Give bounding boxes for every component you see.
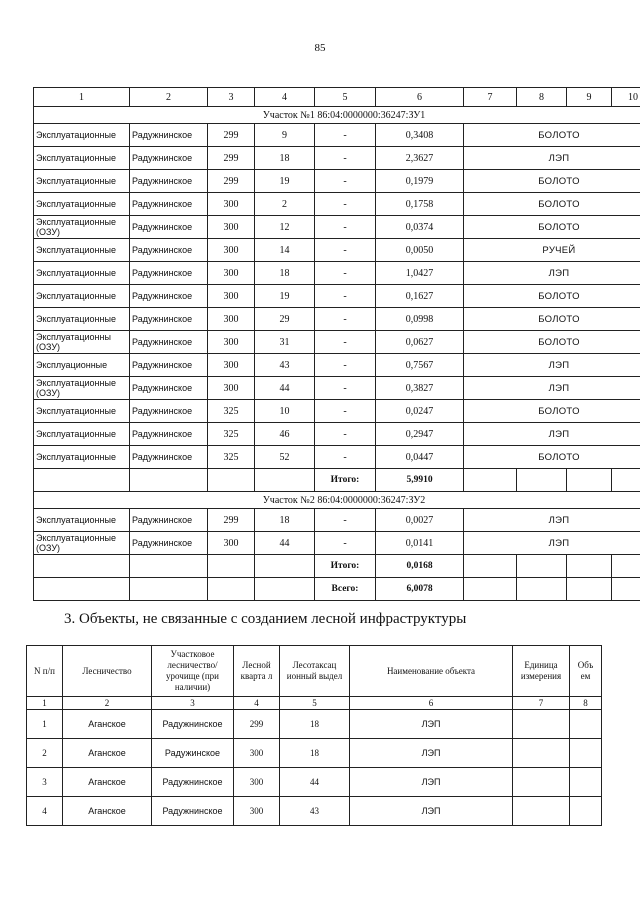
table-row <box>34 124 640 147</box>
column-number: 4 <box>234 697 280 710</box>
table-row <box>34 354 640 377</box>
allotment: 44 <box>280 768 350 797</box>
empty-mark: - <box>315 262 376 285</box>
quarter: 300 <box>208 239 255 262</box>
quarter: 300 <box>234 797 280 826</box>
usage-type: Эксплуатационные <box>34 400 130 423</box>
column-number: 7 <box>513 697 570 710</box>
object-name: БОЛОТО <box>464 285 640 308</box>
empty-cell <box>567 578 612 601</box>
area: 0,0447 <box>376 446 464 469</box>
quarter: 325 <box>208 400 255 423</box>
empty-cell <box>255 555 315 578</box>
area: 2,3627 <box>376 147 464 170</box>
empty-cell <box>34 469 130 492</box>
unit <box>513 768 570 797</box>
area: 0,3827 <box>376 377 464 400</box>
quarter: 300 <box>208 193 255 216</box>
section-3-title: 3. Объекты, не связанные с созданием лесной инфраструктуры <box>64 611 467 627</box>
area: 0,0374 <box>376 216 464 239</box>
district-forestry: Радужнинское <box>130 509 208 532</box>
empty-mark: - <box>315 354 376 377</box>
column-header: Лесотаксац ионный выдел <box>280 646 350 697</box>
table-row <box>34 308 640 331</box>
quarter: 299 <box>208 124 255 147</box>
forest-plots-table-body <box>34 88 640 601</box>
empty-cell <box>255 578 315 601</box>
table-row <box>27 797 602 826</box>
allotment: 10 <box>255 400 315 423</box>
area: 0,2947 <box>376 423 464 446</box>
empty-cell <box>208 578 255 601</box>
object-name: ЛЭП <box>464 423 640 446</box>
objects-table-body <box>27 646 602 826</box>
empty-mark: - <box>315 400 376 423</box>
quarter: 299 <box>208 509 255 532</box>
quarter: 300 <box>208 262 255 285</box>
column-header: Лесной кварта л <box>234 646 280 697</box>
object-name: РУЧЕЙ <box>464 239 640 262</box>
column-header: Участковое лесничество/ урочище (при наличии) <box>152 646 234 697</box>
area: 0,7567 <box>376 354 464 377</box>
table-row <box>34 170 640 193</box>
allotment: 19 <box>255 285 315 308</box>
empty-cell <box>130 578 208 601</box>
area: 0,1758 <box>376 193 464 216</box>
empty-cell <box>464 578 517 601</box>
table-row <box>34 400 640 423</box>
total-value: 0,0168 <box>376 555 464 578</box>
empty-cell <box>517 555 567 578</box>
empty-cell <box>130 469 208 492</box>
column-header: Наименование объекта <box>350 646 513 697</box>
area: 1,0427 <box>376 262 464 285</box>
empty-mark: - <box>315 216 376 239</box>
empty-cell <box>567 555 612 578</box>
empty-mark: - <box>315 193 376 216</box>
empty-cell <box>517 578 567 601</box>
total-value: 6,0078 <box>376 578 464 601</box>
object-name: БОЛОТО <box>464 331 640 354</box>
area: 0,0141 <box>376 532 464 555</box>
empty-cell <box>464 555 517 578</box>
allotment: 44 <box>255 377 315 400</box>
district-forestry: Радужинское <box>152 739 234 768</box>
table-row <box>34 285 640 308</box>
quarter: 325 <box>208 446 255 469</box>
column-number-row <box>34 88 640 107</box>
forestry: Аганское <box>63 710 152 739</box>
section-2-row <box>34 492 640 509</box>
district-forestry: Радужнинское <box>130 285 208 308</box>
district-forestry: Радужнинское <box>130 423 208 446</box>
empty-mark: - <box>315 532 376 555</box>
allotment: 14 <box>255 239 315 262</box>
district-forestry: Радужнинское <box>130 532 208 555</box>
table-row <box>34 147 640 170</box>
column-number: 2 <box>130 88 208 107</box>
column-number: 7 <box>464 88 517 107</box>
empty-cell <box>255 469 315 492</box>
usage-type: Эксплуатационные <box>34 262 130 285</box>
allotment: 31 <box>255 331 315 354</box>
usage-type: Эксплуатационные <box>34 239 130 262</box>
allotment: 29 <box>255 308 315 331</box>
object-name: ЛЭП <box>464 509 640 532</box>
usage-type: Эксплуатационные <box>34 423 130 446</box>
object-name: ЛЭП <box>464 377 640 400</box>
table-row <box>34 216 640 239</box>
column-number: 1 <box>27 697 63 710</box>
empty-cell <box>567 469 612 492</box>
area: 0,0050 <box>376 239 464 262</box>
district-forestry: Радужнинское <box>130 216 208 239</box>
quarter: 300 <box>208 285 255 308</box>
empty-cell <box>517 469 567 492</box>
allotment: 44 <box>255 532 315 555</box>
quarter: 300 <box>234 768 280 797</box>
section-2-title: Участок №2 86:04:0000000:36247:ЗУ2 <box>34 492 640 509</box>
district-forestry: Радужнинское <box>130 331 208 354</box>
column-number: 5 <box>280 697 350 710</box>
object-name: ЛЭП <box>464 147 640 170</box>
quarter: 300 <box>208 377 255 400</box>
table-row <box>34 509 640 532</box>
district-forestry: Радужнинское <box>130 446 208 469</box>
allotment: 18 <box>280 739 350 768</box>
object-name: БОЛОТО <box>464 216 640 239</box>
object-name: БОЛОТО <box>464 400 640 423</box>
district-forestry: Радужнинское <box>130 147 208 170</box>
quarter: 325 <box>208 423 255 446</box>
table-row <box>34 193 640 216</box>
empty-mark: - <box>315 509 376 532</box>
column-number: 2 <box>63 697 152 710</box>
empty-cell <box>464 469 517 492</box>
quarter: 300 <box>208 308 255 331</box>
row-number: 2 <box>27 739 63 768</box>
volume <box>570 797 602 826</box>
section-1-total-row <box>34 469 640 492</box>
empty-mark: - <box>315 170 376 193</box>
area: 0,0998 <box>376 308 464 331</box>
allotment: 18 <box>280 710 350 739</box>
empty-cell <box>34 578 130 601</box>
district-forestry: Радужнинское <box>130 400 208 423</box>
table-row <box>34 262 640 285</box>
table-row <box>27 768 602 797</box>
quarter: 300 <box>208 532 255 555</box>
objects-table <box>26 645 602 826</box>
allotment: 52 <box>255 446 315 469</box>
area: 0,0627 <box>376 331 464 354</box>
allotment: 18 <box>255 147 315 170</box>
district-forestry: Радужнинское <box>130 193 208 216</box>
empty-mark: - <box>315 285 376 308</box>
row-number: 1 <box>27 710 63 739</box>
usage-type: Эксплуатационные <box>34 509 130 532</box>
forestry: Аганское <box>63 739 152 768</box>
allotment: 46 <box>255 423 315 446</box>
column-number: 8 <box>517 88 567 107</box>
grand-total-row <box>34 578 640 601</box>
object-name: ЛЭП <box>350 710 513 739</box>
empty-cell <box>612 578 640 601</box>
table-row <box>27 739 602 768</box>
empty-mark: - <box>315 377 376 400</box>
district-forestry: Радужнинское <box>130 262 208 285</box>
column-number: 5 <box>315 88 376 107</box>
empty-cell <box>208 555 255 578</box>
allotment: 18 <box>255 509 315 532</box>
allotment: 43 <box>280 797 350 826</box>
section-2-total-row <box>34 555 640 578</box>
column-number: 4 <box>255 88 315 107</box>
total-label: Итого: <box>315 555 376 578</box>
column-header: Лесничество <box>63 646 152 697</box>
usage-type: Эксплуатационные (ОЗУ) <box>34 216 130 239</box>
empty-mark: - <box>315 331 376 354</box>
unit <box>513 739 570 768</box>
section-1-title: Участок №1 86:04:0000000:36247:ЗУ1 <box>34 107 640 124</box>
row-number: 4 <box>27 797 63 826</box>
district-forestry: Радужнинское <box>130 239 208 262</box>
area: 0,0247 <box>376 400 464 423</box>
empty-mark: - <box>315 446 376 469</box>
empty-mark: - <box>315 239 376 262</box>
object-name: БОЛОТО <box>464 308 640 331</box>
quarter: 300 <box>208 354 255 377</box>
district-forestry: Радужнинское <box>152 710 234 739</box>
volume <box>570 710 602 739</box>
object-name: ЛЭП <box>464 532 640 555</box>
quarter: 300 <box>234 739 280 768</box>
unit <box>513 710 570 739</box>
object-name: БОЛОТО <box>464 170 640 193</box>
column-number: 3 <box>208 88 255 107</box>
column-header: Объ ем <box>570 646 602 697</box>
allotment: 43 <box>255 354 315 377</box>
usage-type: Эксплуатационные <box>34 446 130 469</box>
object-name: ЛЭП <box>464 354 640 377</box>
total-label: Итого: <box>315 469 376 492</box>
district-forestry: Радужнинское <box>130 124 208 147</box>
area: 0,1627 <box>376 285 464 308</box>
allotment: 12 <box>255 216 315 239</box>
object-name: БОЛОТО <box>464 446 640 469</box>
empty-mark: - <box>315 124 376 147</box>
object-name: ЛЭП <box>350 797 513 826</box>
column-number: 9 <box>567 88 612 107</box>
forestry: Аганское <box>63 797 152 826</box>
object-name: ЛЭП <box>350 768 513 797</box>
header-row <box>27 646 602 697</box>
area: 0,0027 <box>376 509 464 532</box>
table-row <box>34 532 640 555</box>
district-forestry: Радужнинское <box>130 377 208 400</box>
row-number: 3 <box>27 768 63 797</box>
empty-cell <box>612 469 640 492</box>
object-name: БОЛОТО <box>464 124 640 147</box>
area: 0,1979 <box>376 170 464 193</box>
usage-type: Эксплуатационные <box>34 308 130 331</box>
object-name: БОЛОТО <box>464 193 640 216</box>
quarter: 299 <box>234 710 280 739</box>
empty-mark: - <box>315 308 376 331</box>
column-number: 10 <box>612 88 640 107</box>
forest-plots-table <box>33 87 640 601</box>
column-header: N п/п <box>27 646 63 697</box>
empty-cell <box>612 555 640 578</box>
empty-cell <box>130 555 208 578</box>
empty-cell <box>208 469 255 492</box>
usage-type: Эксплуатационные <box>34 193 130 216</box>
usage-type: Эксплуатационны (ОЗУ) <box>34 331 130 354</box>
object-name: ЛЭП <box>464 262 640 285</box>
empty-mark: - <box>315 423 376 446</box>
allotment: 9 <box>255 124 315 147</box>
object-name: ЛЭП <box>350 739 513 768</box>
quarter: 299 <box>208 147 255 170</box>
column-number: 8 <box>570 697 602 710</box>
district-forestry: Радужнинское <box>130 308 208 331</box>
allotment: 18 <box>255 262 315 285</box>
page-number: 85 <box>314 42 326 54</box>
column-number-row <box>27 697 602 710</box>
usage-type: Эксплуатационные <box>34 147 130 170</box>
table-row <box>34 331 640 354</box>
total-label: Всего: <box>315 578 376 601</box>
section-1-row <box>34 107 640 124</box>
allotment: 19 <box>255 170 315 193</box>
district-forestry: Радужнинское <box>152 768 234 797</box>
table-row <box>34 239 640 262</box>
district-forestry: Радужнинское <box>130 170 208 193</box>
forestry: Аганское <box>63 768 152 797</box>
volume <box>570 768 602 797</box>
table-row <box>34 423 640 446</box>
area: 0,3408 <box>376 124 464 147</box>
table-row <box>34 377 640 400</box>
column-number: 6 <box>350 697 513 710</box>
column-number: 6 <box>376 88 464 107</box>
empty-mark: - <box>315 147 376 170</box>
usage-type: Эксплуатационные <box>34 285 130 308</box>
quarter: 299 <box>208 170 255 193</box>
usage-type: Эксплуатационные (ОЗУ) <box>34 377 130 400</box>
quarter: 300 <box>208 331 255 354</box>
table-row <box>34 446 640 469</box>
empty-cell <box>34 555 130 578</box>
unit <box>513 797 570 826</box>
usage-type: Эксплуатационные <box>34 124 130 147</box>
column-number: 3 <box>152 697 234 710</box>
district-forestry: Радужнинское <box>130 354 208 377</box>
usage-type: Эксплуационные <box>34 354 130 377</box>
table-row <box>27 710 602 739</box>
volume <box>570 739 602 768</box>
quarter: 300 <box>208 216 255 239</box>
allotment: 2 <box>255 193 315 216</box>
column-header: Единица измерения <box>513 646 570 697</box>
usage-type: Эксплуатационные <box>34 170 130 193</box>
usage-type: Эксплуатационные (ОЗУ) <box>34 532 130 555</box>
column-number: 1 <box>34 88 130 107</box>
district-forestry: Радужнинское <box>152 797 234 826</box>
total-value: 5,9910 <box>376 469 464 492</box>
